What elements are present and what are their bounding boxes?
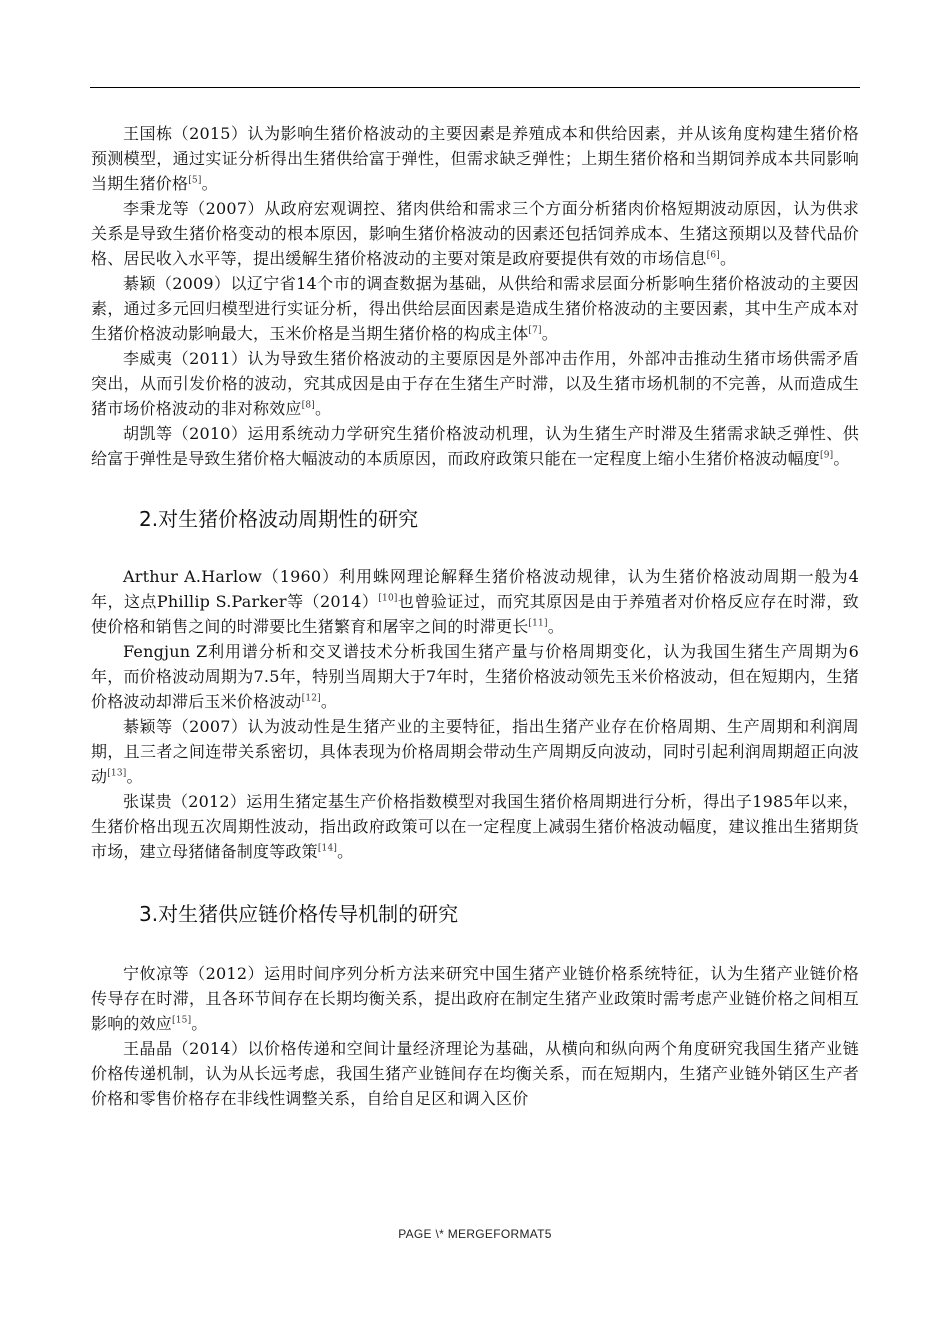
paragraph-text: 胡凯等（2010）运用系统动力学研究生猪价格波动机理，认为生猪生产时滞及生猪需求缺乏弹性、供给富于弹性是导致生猪价格大幅波动的本质原因，而政府政策只能在一定程度上缩小生猪价格波动幅度 [91, 424, 859, 468]
citation-ref: [15] [172, 1015, 192, 1026]
paragraph-end: 。 [337, 842, 354, 861]
paragraph-end: 。 [833, 449, 850, 468]
paragraph-end: 。 [320, 692, 338, 711]
paragraph-text: Arthur A.Harlow（1960）利用蛛网理论解释生猪价格波动规律，认为生猪价格波动周期一般为4年，这点Phillip S.Parker等（2014） [91, 567, 859, 611]
paragraph-text: 宁攸凉等（2012）运用时间序列分析方法来研究中国生猪产业链价格系统特征，认为生猪产业链价格传导存在时滞，且各环节间存在长期均衡关系，提出政府在制定生猪产业政策时需考虑产业链价格之间相互影响的效应 [91, 964, 859, 1033]
paragraph-qi-ying [91, 271, 859, 346]
citation-ref: [8] [301, 400, 315, 411]
citation-ref: [14] [317, 843, 338, 854]
paragraph-end: 。 [314, 399, 332, 418]
citation-ref: [10] [378, 593, 398, 604]
paragraph-end: 。 [541, 324, 558, 343]
paragraph-wang-jingjing [91, 1036, 859, 1111]
section-heading-3: 3.对生猪供应链价格传导机制的研究 [139, 902, 459, 926]
page-footer-field: PAGE \* MERGEFORMAT5 [398, 1227, 552, 1241]
citation-ref: [6] [706, 250, 720, 261]
citation-ref: [9] [820, 450, 834, 461]
citation-ref: [5] [188, 175, 202, 186]
paragraph-text: 也曾验证过，而究其原因是由于养殖者对价格反应存在时滞，致使价格和销售之间的时滞要比生猪繁育和屠宰之间的时滞更长 [91, 592, 860, 636]
paragraph-ning-youliang [91, 961, 859, 1036]
paragraph-wang-guodong [91, 121, 859, 196]
paragraph-text: 张谋贵（2012）运用生猪定基生产价格指数模型对我国生猪价格周期进行分析，得出子1985年以来，生猪价格出现五次周期性波动，指出政府政策可以在一定程度上减弱生猪价格波动幅度，建议推出生猪期货市场，建立母猪储备制度等政策 [91, 792, 859, 861]
header-rule [90, 87, 860, 88]
paragraph-end: 。 [547, 617, 564, 636]
citation-ref: [13] [107, 768, 127, 779]
citation-ref: [11] [528, 618, 548, 629]
paragraph-harlow [91, 564, 859, 639]
paragraph-end: 。 [719, 249, 737, 268]
paragraph-zhang-mougui [91, 789, 859, 864]
paragraph-text: 王国栋（2015）认为影响生猪价格波动的主要因素是养殖成本和供给因素，并从该角度构建生猪价格预测模型，通过实证分析得出生猪供给富于弹性，但需求缺乏弹性；上期生猪价格和当期饲养成本共同影响当期生猪价格 [91, 124, 859, 193]
paragraph-li-binglong [91, 196, 859, 271]
document-body [91, 121, 859, 1111]
paragraph-text: 綦颖（2009）以辽宁省14个市的调查数据为基础，从供给和需求层面分析影响生猪价格波动的主要因素，通过多元回归模型进行实证分析，得出供给层面因素是造成生猪价格波动的主要因素，其中生产成本对生猪价格波动影响最大，玉米价格是当期生猪价格的构成主体 [91, 274, 859, 343]
paragraph-end: 。 [201, 174, 218, 193]
paragraph-fengjun [91, 639, 859, 714]
citation-ref: [12] [301, 693, 321, 704]
section-heading-2: 2.对生猪价格波动周期性的研究 [139, 507, 419, 531]
paragraph-text: 綦颖等（2007）认为波动性是生猪产业的主要特征，指出生猪产业存在价格周期、生产周期和利润周期，且三者之间连带关系密切，具体表现为价格周期会带动生产周期反向波动，同时引起利润周期超正向波动 [91, 717, 859, 786]
paragraph-text: 王晶晶（2014）以价格传递和空间计量经济理论为基础，从横向和纵向两个角度研究我国生猪产业链价格传递机制，认为从长远考虑，我国生猪产业链间存在均衡关系，而在短期内，生猪产业链外销区生产者价格和零售价格存在非线性调整关系，自给自足区和调入区价 [91, 1039, 859, 1108]
paragraph-text: Fengjun Z利用谱分析和交叉谱技术分析我国生猪产量与价格周期变化，认为我国生猪生产周期为6年，而价格波动周期为7.5年，特别当周期大于7年时，生猪价格波动领先玉米价格波动，但在短期内，生猪价格波动却滞后玉米价格波动 [91, 642, 859, 711]
paragraph-end: 。 [126, 767, 143, 786]
paragraph-hu-kai [91, 421, 859, 471]
paragraph-text: 李威夷（2011）认为导致生猪价格波动的主要原因是外部冲击作用，外部冲击推动生猪市场供需矛盾突出，从而引发价格的波动，究其成因是由于存在生猪生产时滞，以及生猪市场机制的不完善，从而造成生猪市场价格波动的非对称效应 [91, 349, 859, 418]
citation-ref: [7] [528, 325, 542, 336]
paragraph-end: 。 [191, 1014, 208, 1033]
paragraph-text: 李秉龙等（2007）从政府宏观调控、猪肉供给和需求三个方面分析猪肉价格短期波动原因，认为供求关系是导致生猪价格变动的根本原因，影响生猪价格波动的因素还包括饲养成本、生猪这预期以及替代品价格、居民收入水平等，提出缓解生猪价格波动的主要对策是政府要提供有效的市场信息 [91, 199, 859, 268]
paragraph-qi-ying-2007 [91, 714, 859, 789]
paragraph-li-weiyi [91, 346, 859, 421]
